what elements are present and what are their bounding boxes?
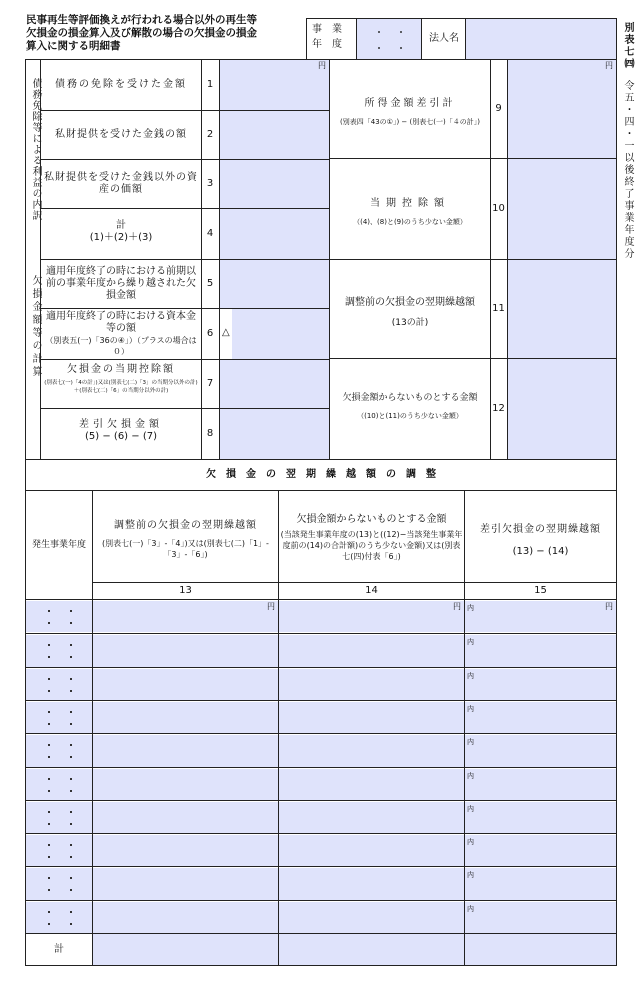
amount-field-1[interactable]: 円 [220,60,329,110]
group2-label: 欠損金額等の計算 [30,275,41,379]
yen-unit: 円 [453,602,461,611]
col14-field[interactable] [279,769,464,800]
amount-field-6[interactable] [220,309,329,359]
date-separator-dot [48,711,50,713]
date-separator-dot [48,811,50,813]
col15-field[interactable] [465,635,616,667]
fiscal-year-label: 事 業 年 度 [312,24,342,50]
date-separator-dot [70,644,72,646]
side-note: 令五・四・一以後終了事業年度分 [622,80,633,260]
col14-num: 14 [365,585,378,596]
date-separator-dot [48,756,50,758]
date-separator-dot [48,622,50,624]
date-separator-dot [70,811,72,813]
col13-field[interactable] [93,635,278,667]
col15-field[interactable] [465,601,616,632]
date-separator-dot [70,856,72,858]
table-row [25,733,617,767]
table-row [25,700,617,733]
year-field[interactable] [26,601,92,632]
col-year-header: 発生事業年度 [31,540,86,550]
table-row [25,833,617,866]
year-field[interactable] [26,868,92,900]
date-separator-dot [70,844,72,846]
date-separator-dot [70,622,72,624]
date-separator-dot [48,923,50,925]
col13-field[interactable] [93,902,278,933]
row-11-num: 11 [492,303,505,314]
row-9-num: 9 [495,103,502,114]
row-6-num: 6 [206,328,214,339]
carryforward-rows [25,600,617,933]
date-separator-dot [48,844,50,846]
year-field[interactable] [26,735,92,767]
col15-field[interactable] [465,735,616,767]
table-row [25,866,617,900]
row-2-num: 2 [206,129,214,140]
date-separator-dot [70,889,72,891]
table-row [25,767,617,800]
date-separator-dot [70,756,72,758]
date-separator-dot [48,823,50,825]
date-separator-dot [70,656,72,658]
amount-field-2[interactable] [220,111,329,159]
date-separator-dot [70,778,72,780]
col14-field[interactable] [279,669,464,700]
amount-field-10[interactable] [508,159,616,259]
col13-field[interactable] [93,702,278,733]
uchi-label: 内 [467,772,474,780]
row-2-label: 私財提供を受けた金銭の額 [55,129,187,140]
col13-field[interactable] [93,802,278,833]
row-8-num: 8 [206,428,214,439]
table-row [25,600,617,633]
row-7-num: 7 [206,378,214,389]
date-separator-dot [48,889,50,891]
row-8-label: 差引欠損金額 (5) − (6) − (7) [79,419,163,442]
row-10-label: 当期控除額 （(4)、(8)と(9)のうち少ない金額） [353,198,467,226]
row-4-num: 4 [206,228,214,239]
year-field[interactable] [26,669,92,700]
amount-field-7[interactable] [220,360,329,408]
date-separator-dot [70,823,72,825]
date-separator-dot [70,690,72,692]
col14-field[interactable] [279,635,464,667]
col15-header: 差引欠損金の翌期繰越額 (13) − (14) [480,524,601,557]
corp-name-label: 法人名 [429,33,459,44]
row-12-label: 欠損金額からないものとする金額 （(10)と(11)のうち少ない金額） [342,393,478,420]
col14-field[interactable] [279,902,464,933]
uchi-label: 内 [467,672,474,680]
col15-field[interactable] [465,669,616,700]
date-separator-dot [48,644,50,646]
year-field[interactable] [26,769,92,800]
total-col15[interactable] [465,934,616,965]
amount-field-8[interactable] [220,409,329,459]
row-5-label: 適用年度終了の時における前期以前の事業年度から繰り越された欠損金額 [46,266,196,301]
date-separator-dot [48,877,50,879]
date-separator-dot [48,790,50,792]
table-row [25,900,617,933]
uchi-label: 内 [467,871,474,879]
date-separator-dot [48,856,50,858]
uchi-label: 内 [467,604,474,612]
table-row [25,667,617,700]
date-separator-dot [48,723,50,725]
title-line-2: 欠損金の損金算入及び解散の場合の欠損金の損金 [26,27,257,39]
date-separator-dot [48,911,50,913]
title-line-3: 算入に関する明細書 [26,40,121,52]
group1-label: 債務免除等による利益の内訳 [30,78,41,221]
amount-field-4[interactable] [220,209,329,259]
col15-field[interactable] [465,902,616,933]
amount-field-9[interactable]: 円 [508,60,616,158]
uchi-label: 内 [467,705,474,713]
date-separator-dot [70,911,72,913]
row-5-num: 5 [206,278,214,289]
col13-field[interactable] [93,868,278,900]
col13-field[interactable] [93,735,278,767]
col15-field[interactable] [465,802,616,833]
uchi-label: 内 [467,838,474,846]
date-separator-dot [48,690,50,692]
year-field[interactable] [26,902,92,933]
date-separator-dot [48,656,50,658]
row-1-num: 1 [206,79,214,90]
negative-mark: △ [222,327,230,338]
row-7-label: 欠損金の当期控除額 (別表七(一)「4の計」)又は(別表七(二)「3」の当期分以外の計)＋(別表七(二)「6」の当期分以外の計) [44,364,198,394]
amount-field-12[interactable] [508,359,616,459]
col15-field[interactable] [465,868,616,900]
total-col13[interactable] [93,934,278,965]
date-separator-dot [70,790,72,792]
row-6-label: 適用年度終了の時における資本金等の額 （別表五(一)「36の④」）（プラスの場合は０） [45,311,197,356]
corp-name-field[interactable] [465,19,616,59]
col14-header: 欠損金額からないものとする金額 (当該発生事業年度の(13)と((12)−当該発生事業年度前の(14)の合計額)のうち少ない金額)又は(別表七(四)付表「6」) [280,514,463,561]
col14-field[interactable] [279,868,464,900]
uchi-label: 内 [467,805,474,813]
col15-field[interactable] [465,769,616,800]
total-col14[interactable] [279,934,464,965]
uchi-label: 内 [467,738,474,746]
col13-field[interactable] [93,769,278,800]
date-separator-dot [48,678,50,680]
amount-field-3[interactable] [220,160,329,208]
col15-num: 15 [534,585,547,596]
col14-field[interactable] [279,702,464,733]
side-form-label: 別表七㈣ [622,22,633,70]
year-field[interactable] [26,635,92,667]
row-4-label: 計 (1)＋(2)＋(3) [89,220,153,243]
col15-field[interactable] [465,835,616,866]
date-separator-dot [70,678,72,680]
row-3-label: 私財提供を受けた金銭以外の資産の価額 [44,172,198,195]
section-title: 欠 損 金 の 翌 期 繰 越 額 の 調 整 [206,469,436,480]
date-separator-dot [70,923,72,925]
fiscal-year-dots [356,19,422,59]
uchi-label: 内 [467,638,474,646]
row-10-num: 10 [492,203,505,214]
date-separator-dot [70,610,72,612]
col13-field[interactable] [93,835,278,866]
amount-field-5[interactable] [220,260,329,308]
row-3-num: 3 [206,178,214,189]
date-separator-dot [48,744,50,746]
row-9-label: 所得金額差引計 (別表四「43の①」) − (別表七(一)「４の計」) [340,98,480,126]
form-title [26,14,306,53]
col14-field[interactable] [279,835,464,866]
year-field[interactable] [26,835,92,866]
col13-field[interactable] [93,601,278,632]
yen-unit: 円 [267,602,275,611]
col15-field[interactable] [465,702,616,733]
row-12-num: 12 [492,403,505,414]
col13-field[interactable] [93,669,278,700]
table-row [25,633,617,667]
uchi-label: 内 [467,905,474,913]
amount-field-11[interactable] [508,260,616,358]
table-row [25,800,617,833]
date-separator-dot [48,778,50,780]
row-1-label: 債務の免除を受けた金額 [55,79,187,90]
row-11-label: 調整前の欠損金の翌期繰越額 (13の計) [345,297,475,328]
yen-unit: 円 [605,602,613,611]
date-separator-dot [70,723,72,725]
col13-num: 13 [179,585,192,596]
date-separator-dot [70,877,72,879]
date-separator-dot [48,610,50,612]
col14-field[interactable] [279,735,464,767]
date-separator-dot [70,711,72,713]
date-separator-dot [70,744,72,746]
col14-field[interactable] [279,601,464,632]
col14-field[interactable] [279,802,464,833]
col13-header: 調整前の欠損金の翌期繰越額 (別表七(一)「3」-「4」)又は(別表七(二)「1」-「3」-「6」) [102,520,269,559]
year-field[interactable] [26,702,92,733]
title-line-1: 民事再生等評価換えが行われる場合以外の再生等 [26,14,257,26]
total-label: 計 [54,943,64,955]
year-field[interactable] [26,802,92,833]
